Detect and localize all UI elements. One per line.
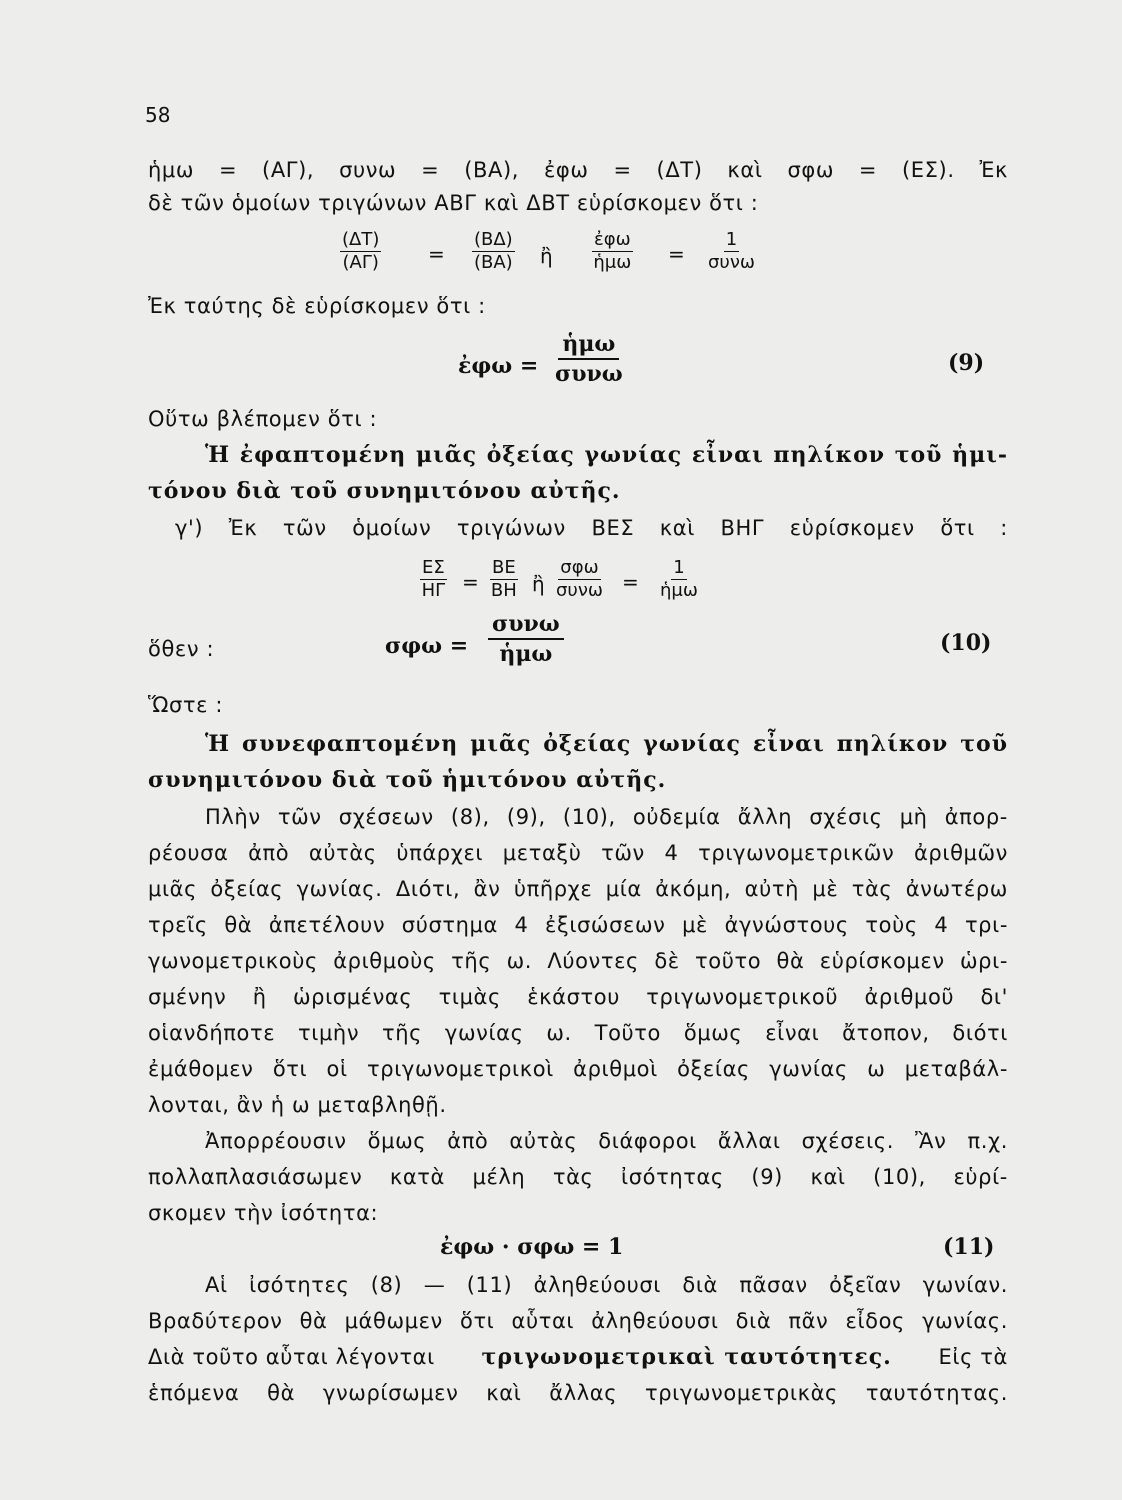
fraction: ἐφω ἡμω — [593, 229, 632, 273]
text-line: ἑπόμενα θὰ γνωρίσωμεν καὶ ἄλλας τριγωνομετρικὰς ταυτότητας. — [148, 1381, 1008, 1405]
equals-sign: = — [668, 242, 685, 266]
text-line: Διὰ τοῦτο αὗται λέγονται τριγωνομετρικαὶ ταυτότητες. Εἰς τὰ — [148, 1344, 1008, 1370]
text-line: Ἐκ ταύτης δὲ εὑρίσκομεν ὅτι : — [148, 294, 486, 318]
text-line: γωνομετρικοὺς ἀριθμοὺς τῆς ω. Λύοντες δὲ τοῦτο θὰ εὑρίσκομεν ὡρι- — [148, 949, 1008, 973]
text-line: γ') Ἐκ τῶν ὁμοίων τριγώνων ΒΕΣ καὶ ΒΗΓ εὑρίσκομεν ὅτι : — [175, 516, 1008, 540]
text-line: Βραδύτερον θὰ μάθωμεν ὅτι αὗται ἀληθεύουσι διὰ πᾶν εἶδος γωνίας. — [148, 1309, 1008, 1333]
fraction: (ΔΤ) (ΑΓ) — [342, 229, 380, 273]
eq9-fraction: ἡμω συνω — [555, 331, 623, 387]
text-line: οἱανδήποτε τιμὴν τῆς γωνίας ω. Τοῦτο ὅμως εἶναι ἄτοπον, διότι — [148, 1021, 1008, 1045]
fraction: σφω συνω — [556, 557, 603, 601]
eq11-expression: ἐφω · σφω = 1 — [440, 1234, 624, 1260]
equals-sign: = — [428, 242, 445, 266]
term-highlight: τριγωνομετρικαὶ ταυτότητες. — [481, 1344, 892, 1370]
text-line: σμένην ἢ ὡρισμένας τιμὰς ἑκάστου τριγωνομετρικοῦ ἀριθμοῦ δι' — [148, 985, 1008, 1009]
text-line: Αἱ ἰσότητες (8) — (11) ἀληθεύουσι διὰ πᾶσαν ὀξεῖαν γωνίαν. — [205, 1273, 1008, 1297]
fraction: 1 συνω — [708, 229, 755, 273]
text-line: πολλαπλασιάσωμεν κατὰ μέλη τὰς ἰσότητας (9) καὶ (10), εὑρί- — [148, 1165, 1008, 1189]
text-line: ρέουσα ἀπὸ αὐτὰς ὑπάρχει μεταξὺ τῶν 4 τριγωνομετρικῶν ἀριθμῶν — [148, 841, 1008, 865]
theorem-line: συνημιτόνου διὰ τοῦ ἡμιτόνου αὐτῆς. — [148, 767, 667, 793]
text-line: τρεῖς θὰ ἀπετέλουν σύστημα 4 ἐξισώσεων μὲ ἀγνώστους τοὺς 4 τρι- — [148, 913, 1008, 937]
text-line: ἐμάθομεν ὅτι οἱ τριγωνομετρικοὶ ἀριθμοὶ ὀξείας γωνίας ω μεταβάλ- — [148, 1057, 1008, 1081]
eq10-label: (10) — [940, 630, 992, 656]
eq9-lhs: ἐφω = — [458, 353, 539, 379]
theorem-line: Ἡ ἐφαπτομένη μιᾶς ὀξείας γωνίας εἶναι πηλίκον τοῦ ἡμι- — [205, 442, 1008, 468]
text-line: Ὥστε : — [148, 693, 224, 717]
text-line: δὲ τῶν ὁμοίων τριγώνων ΑΒΓ καὶ ΔΒΤ εὑρίσκομεν ὅτι : — [148, 191, 759, 215]
fraction: 1 ἡμω — [660, 557, 698, 601]
text-line: Οὕτω βλέπομεν ὅτι : — [148, 407, 378, 431]
fraction: (ΒΔ) (ΒΑ) — [474, 229, 513, 273]
equals-sign: = — [462, 570, 479, 594]
text-line: Ἀπορρέουσιν ὅμως ἀπὸ αὐτὰς διάφοροι ἄλλαι σχέσεις. Ἂν π.χ. — [205, 1129, 1008, 1153]
text-line: μιᾶς ὀξείας γωνίας. Διότι, ἂν ὑπῆρχε μία ἀκόμη, αὐτὴ μὲ τὰς ἀνωτέρω — [148, 877, 1008, 901]
text-line: ἡμω = (ΑΓ), συνω = (ΒΑ), ἐφω = (ΔΤ) καὶ σφω = (ΕΣ). Ἐκ — [148, 158, 1008, 182]
theorem-line: τόνου διὰ τοῦ συνημιτόνου αὐτῆς. — [148, 478, 621, 504]
text-line: ὅθεν : — [148, 637, 215, 661]
or-word: ἢ — [532, 572, 545, 596]
or-word: ἢ — [540, 244, 553, 268]
eq10-lhs: σφω = — [385, 633, 469, 659]
text-line: λονται, ἂν ἡ ω μεταβληθῇ. — [148, 1093, 447, 1117]
page-number: 58 — [145, 103, 171, 127]
fraction: ΕΣ ΗΓ — [421, 557, 446, 601]
text-line: σκομεν τὴν ἰσότητα: — [148, 1201, 379, 1225]
fraction: ΒΕ ΒΗ — [490, 557, 517, 601]
eq10-fraction: συνω ἡμω — [488, 610, 564, 668]
eq9-label: (9) — [948, 350, 985, 376]
equals-sign: = — [622, 570, 639, 594]
eq11-label: (11) — [943, 1234, 995, 1260]
theorem-line: Ἡ συνεφαπτομένη μιᾶς ὀξείας γωνίας εἶναι πηλίκον τοῦ — [205, 731, 1008, 757]
text-line: Πλὴν τῶν σχέσεων (8), (9), (10), οὐδεμία ἄλλη σχέσις μὴ ἀπορ- — [205, 805, 1008, 829]
